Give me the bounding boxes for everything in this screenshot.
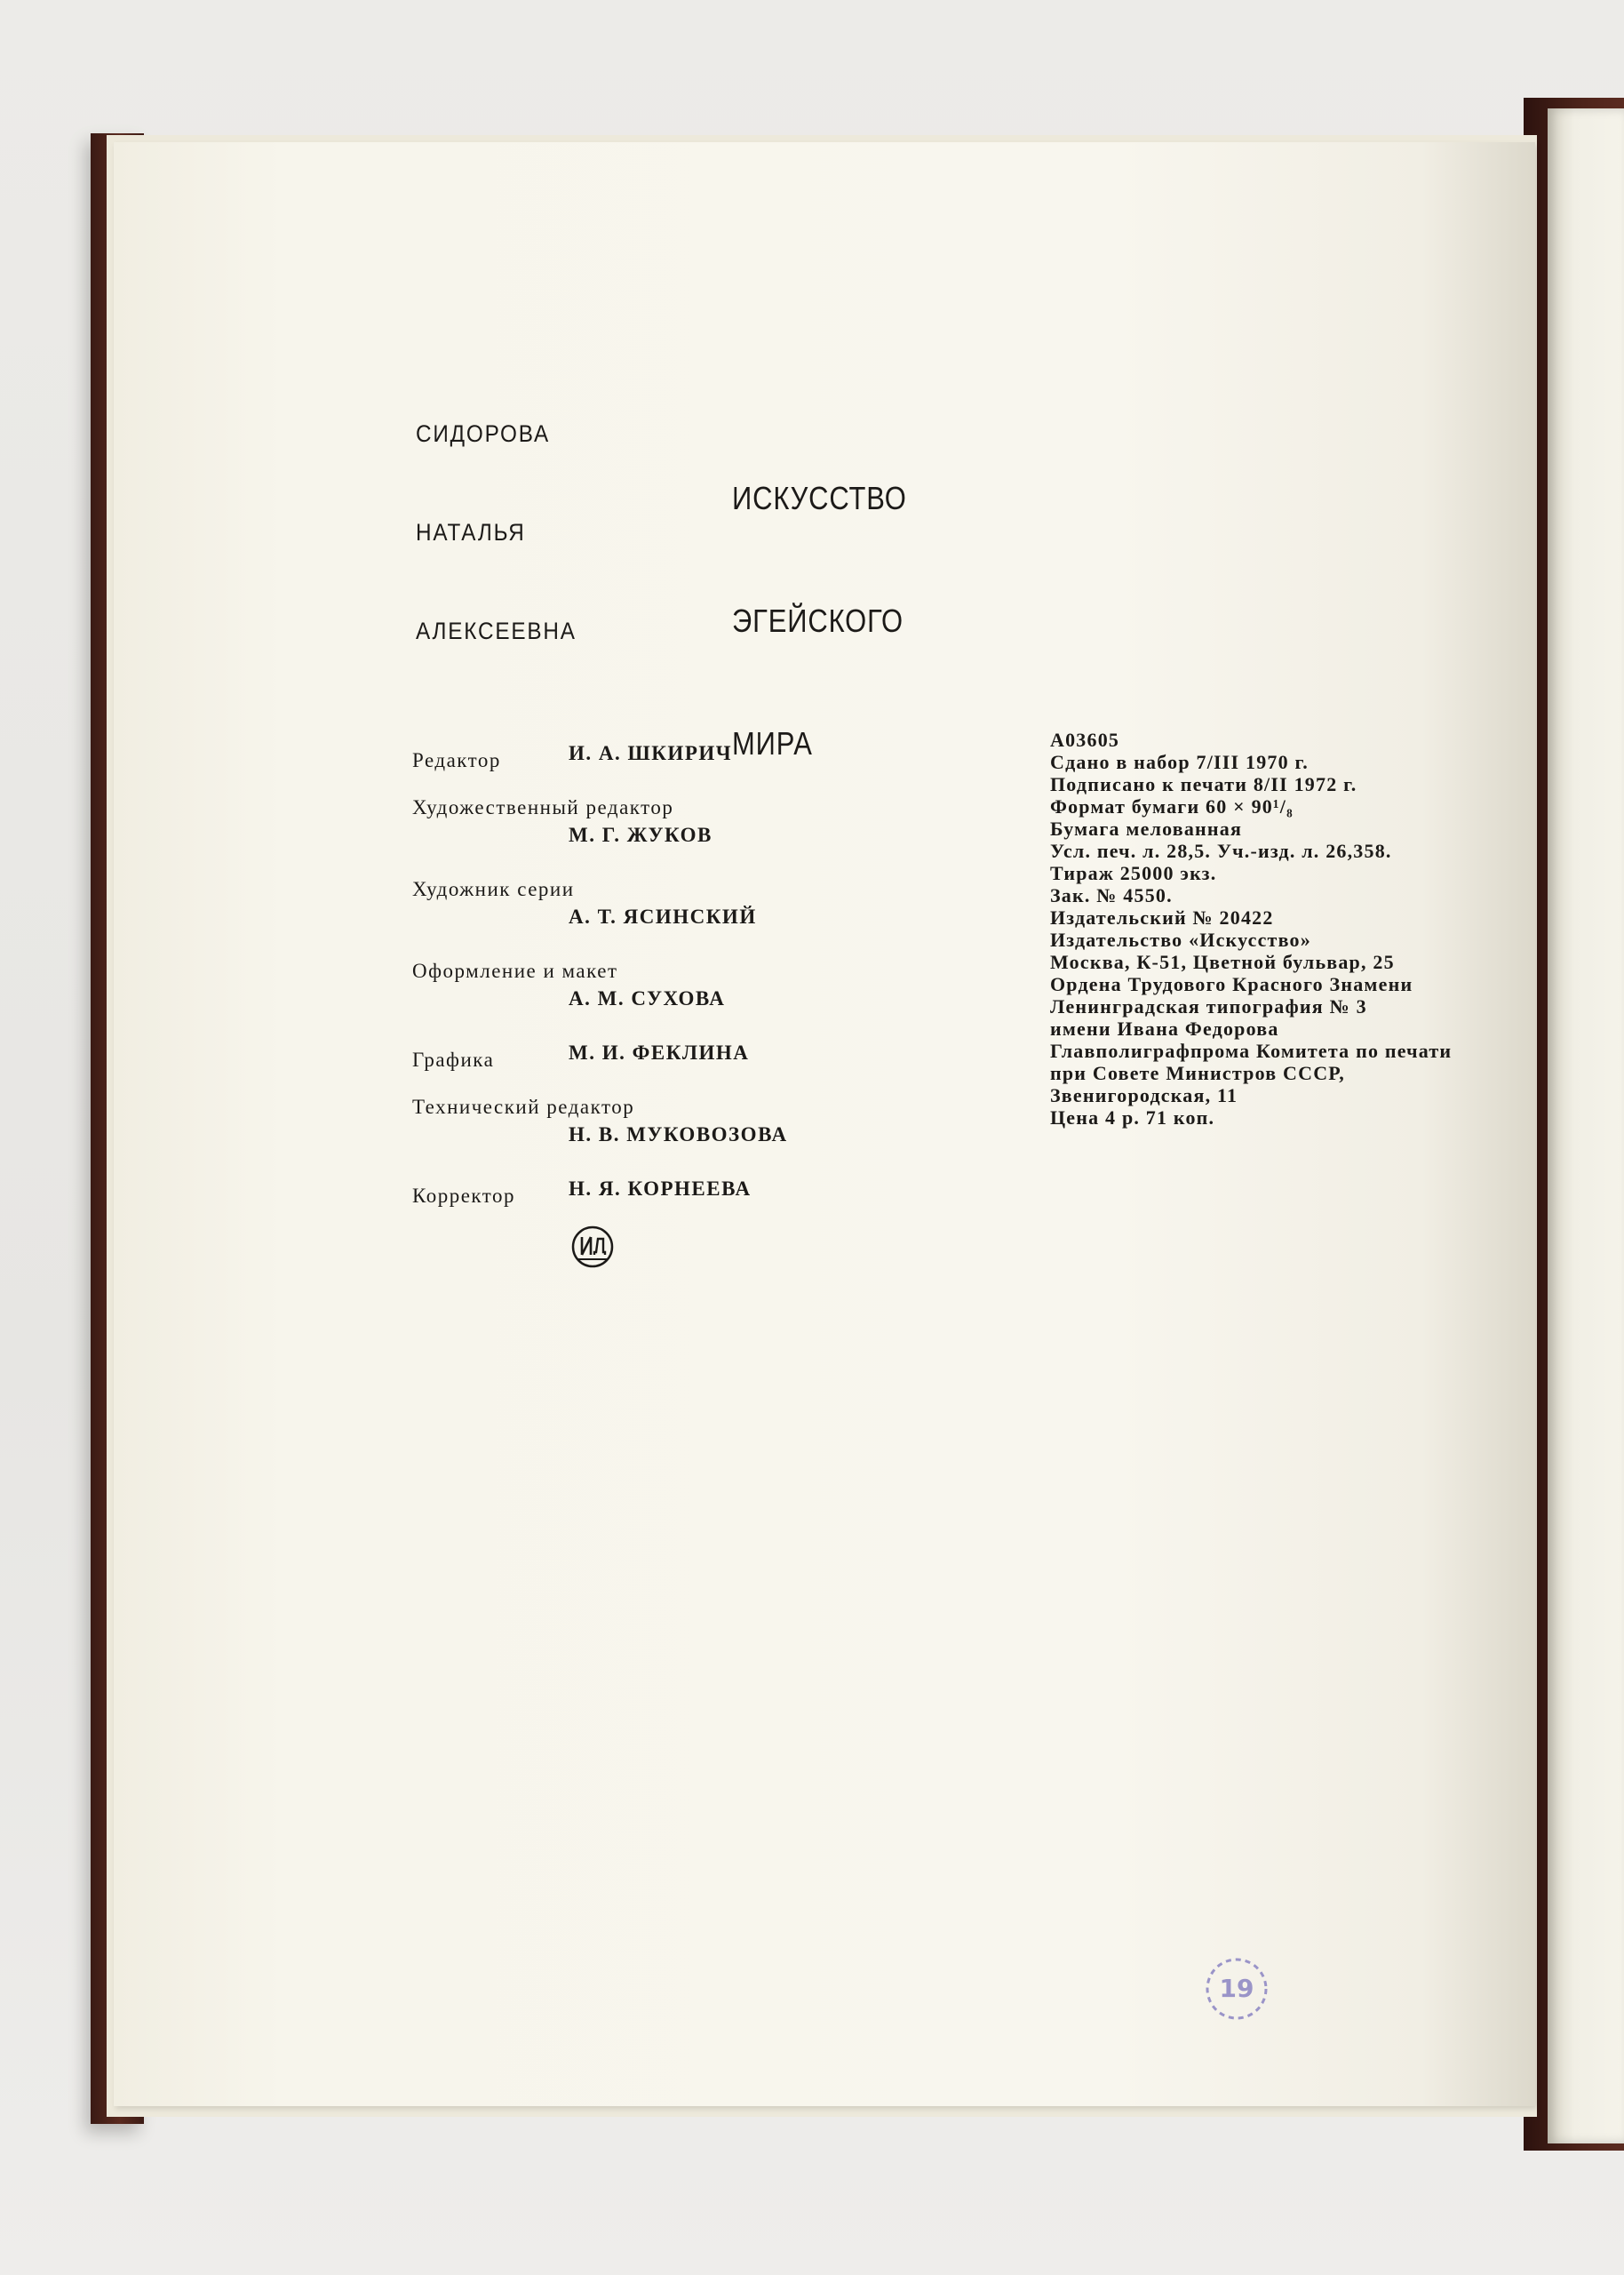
imprint-line: Издательство «Искусство» [1050, 929, 1311, 951]
imprint-line: Ордена Трудового Красного Знамени [1050, 973, 1413, 995]
credit-name: М. Г. ЖУКОВ [569, 824, 712, 846]
imprint-line: Зак. № 4550. [1050, 884, 1173, 906]
credit-role: Оформление и макет [412, 960, 618, 982]
credit-role: Художественный редактор [412, 796, 674, 818]
imprint-line: Москва, К-51, Цветной бульвар, 25 [1050, 951, 1395, 973]
imprint-line: при Совете Министров СССР, [1050, 1062, 1345, 1084]
credit-role: Редактор [412, 749, 501, 771]
imprint-line: Бумага мелованная [1050, 818, 1243, 840]
credit-name: И. А. ШКИРИЧ [569, 742, 733, 764]
credit-name: А. М. СУХОВА [569, 987, 726, 1010]
imprint-line: Усл. печ. л. 28,5. Уч.-изд. л. 26,358. [1050, 840, 1392, 862]
imprint-line: Главполиграфпрома Комитета по печати [1050, 1040, 1453, 1062]
publisher-logo-icon [570, 1225, 615, 1269]
facing-page-edge [1548, 108, 1624, 2143]
credit-role: Графика [412, 1049, 495, 1071]
stamp-number: 19 [1219, 1974, 1254, 2003]
credit-art-editor [412, 794, 910, 849]
credit-name: Н. Я. КОРНЕЕВА [569, 1177, 752, 1200]
library-stamp [1203, 1955, 1270, 2023]
credit-name: А. Т. ЯСИНСКИЙ [569, 906, 757, 928]
imprint-line: Подписано к печати 8/II 1972 г. [1050, 773, 1357, 795]
credit-role: Корректор [412, 1185, 516, 1207]
imprint-block [1050, 729, 1452, 1129]
imprint-line: Издательский № 20422 [1050, 906, 1274, 929]
imprint-line: Сдано в набор 7/III 1970 г. [1050, 751, 1309, 773]
title-line-1: ИСКУССТВО [732, 480, 907, 516]
credit-editor [412, 739, 910, 771]
credit-series-artist [412, 875, 910, 930]
author-patronymic: АЛЕКСЕЕВНА [416, 618, 577, 644]
title-line-3: МИРА [732, 725, 813, 762]
credit-role: Художник серии [412, 878, 575, 900]
credits-list [412, 739, 910, 1207]
author-first-name: НАТАЛЬЯ [416, 519, 526, 546]
imprint-line: А03605 [1050, 729, 1120, 751]
colophon-page [114, 142, 1535, 2106]
imprint-line: Ленинградская типография № 3 [1050, 995, 1367, 1018]
credit-role: Технический редактор [412, 1096, 635, 1118]
imprint-line: Формат бумаги 60 × 90¹/₈ [1050, 795, 1294, 818]
author-surname: СИДОРОВА [416, 420, 550, 447]
title-line-2: ЭГЕЙСКОГО [732, 603, 904, 639]
credit-graphics [412, 1039, 910, 1071]
imprint-line: Тираж 25000 экз. [1050, 862, 1217, 884]
author-name [416, 352, 577, 714]
credit-layout [412, 957, 910, 1012]
credit-proofreader [412, 1175, 910, 1207]
imprint-line: имени Ивана Федорова [1050, 1018, 1279, 1040]
credit-technical-editor [412, 1093, 910, 1148]
credit-name: М. И. ФЕКЛИНА [569, 1042, 750, 1064]
imprint-line: Цена 4 р. 71 коп. [1050, 1106, 1215, 1129]
imprint-line: Звенигородская, 11 [1050, 1084, 1238, 1106]
credit-name: Н. В. МУКОВОЗОВА [569, 1123, 788, 1145]
